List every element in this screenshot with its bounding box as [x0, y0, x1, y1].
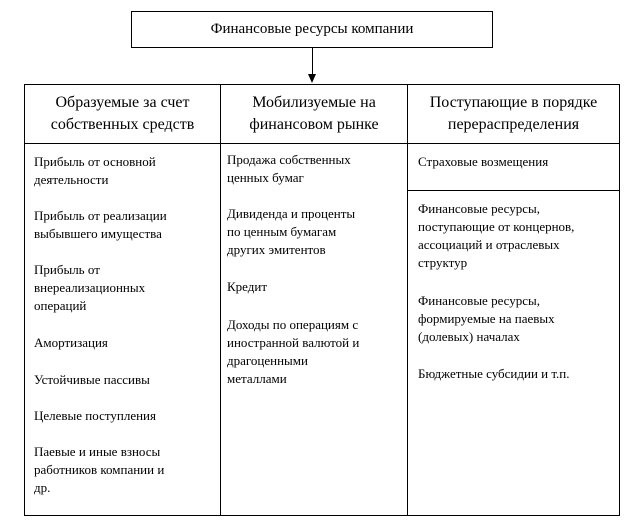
- item-line: Паевые и иные взносы: [34, 444, 161, 459]
- list-item: [227, 151, 351, 187]
- item-line: операций: [34, 298, 87, 313]
- item-line: Прибыль от реализации: [34, 208, 167, 223]
- column-header-line: Поступающие в порядке: [429, 94, 598, 111]
- column-header-line: Мобилизуемые на: [252, 94, 376, 111]
- item-line: Страховые возмещения: [418, 154, 549, 169]
- item-line: Продажа собственных: [227, 152, 351, 167]
- item-line: Финансовые ресурсы,: [418, 201, 541, 216]
- item-line: Прибыль от: [34, 262, 100, 277]
- item-line: формируемые на паевых: [418, 311, 555, 326]
- diagram-title: Финансовые ресурсы компании: [210, 21, 414, 37]
- list-item: [34, 261, 145, 315]
- item-line: иностранной валютой и: [227, 335, 360, 350]
- item-line: Целевые поступления: [34, 408, 156, 423]
- item-line: Финансовые ресурсы,: [418, 293, 541, 308]
- item-line: по ценным бумагам: [227, 224, 337, 239]
- item-line: поступающие от концернов,: [418, 219, 575, 234]
- item-line: драгоценными: [227, 353, 308, 368]
- column-body-own-funds: [24, 143, 221, 516]
- column-header-line: Образуемые за счет: [55, 94, 190, 111]
- column-header-redistribution: [407, 84, 620, 144]
- list-item: [418, 365, 570, 383]
- item-line: Кредит: [227, 279, 268, 294]
- item-line: (долевых) началах: [418, 329, 520, 344]
- column-body-financial-market: [220, 143, 408, 516]
- list-item: [418, 292, 555, 346]
- item-line: Бюджетные субсидии и т.п.: [418, 366, 570, 381]
- column-header-financial-market: [220, 84, 408, 144]
- item-line: структур: [418, 255, 468, 270]
- list-item: [418, 200, 574, 272]
- item-line: других эмитентов: [227, 242, 326, 257]
- title-box: [131, 11, 493, 48]
- item-line: деятельности: [34, 172, 109, 187]
- item-line: др.: [34, 480, 51, 495]
- list-item: [227, 278, 267, 296]
- column-top-cell-redistribution: [407, 143, 620, 191]
- item-line: ценных бумаг: [227, 170, 304, 185]
- list-item: [227, 316, 359, 388]
- list-item: [227, 205, 355, 259]
- item-line: Амортизация: [34, 335, 108, 350]
- item-line: Прибыль от основной: [34, 154, 156, 169]
- item-line: Устойчивые пассивы: [34, 372, 150, 387]
- item-line: работников компании и: [34, 462, 165, 477]
- column-body-redistribution: [407, 190, 620, 516]
- column-header-line: финансовом рынке: [249, 116, 379, 133]
- list-item: [34, 407, 156, 425]
- arrow-line: [312, 48, 313, 75]
- column-header-line: собственных средств: [50, 116, 195, 133]
- item-line: Доходы по операциям с: [227, 317, 359, 332]
- list-item: [418, 153, 548, 171]
- item-line: Дивиденда и проценты: [227, 206, 356, 221]
- list-item: [34, 334, 108, 352]
- item-line: внереализационных: [34, 280, 146, 295]
- arrow-head-icon: [308, 74, 316, 83]
- list-item: [34, 371, 150, 389]
- column-header-own-funds: [24, 84, 221, 144]
- item-line: металлами: [227, 371, 287, 386]
- list-item: [34, 153, 156, 189]
- list-item: [34, 443, 164, 497]
- column-header-line: перераспределения: [447, 116, 580, 133]
- list-item: [34, 207, 167, 243]
- item-line: ассоциаций и отраслевых: [418, 237, 560, 252]
- item-line: выбывшего имущества: [34, 226, 162, 241]
